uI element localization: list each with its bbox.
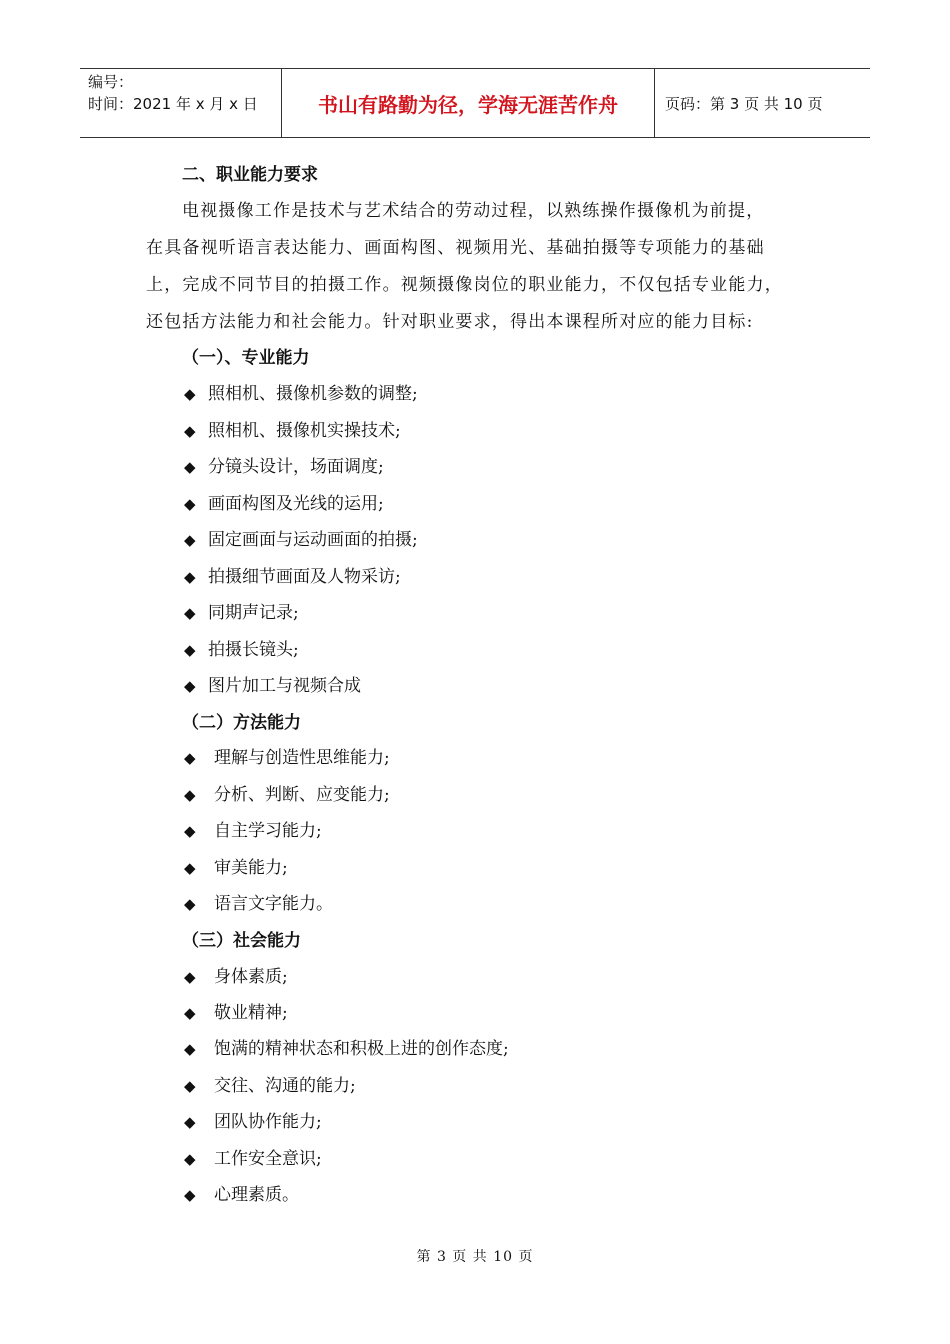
intro-line: 在具备视听语言表达能力、画面构图、视频用光、基础拍摄等专项能力的基础: [146, 238, 765, 258]
bullet-diamond-icon: ◆: [184, 495, 196, 513]
list-item: [184, 962, 288, 987]
list-item-text: 画面构图及光线的运用;: [208, 494, 384, 514]
list-item-text: 分镜头设计，场面调度;: [208, 457, 384, 477]
intro-line: 还包括方法能力和社会能力。针对职业要求，得出本课程所对应的能力目标:: [146, 312, 754, 332]
bullet-diamond-icon: ◆: [184, 822, 196, 840]
bullet-diamond-icon: ◆: [184, 458, 196, 476]
list-item-text: 照相机、摄像机实操技术;: [208, 421, 401, 441]
list-item: [184, 853, 288, 878]
bullet-diamond-icon: ◆: [184, 1077, 196, 1095]
page-header: [80, 68, 870, 138]
list-item: [184, 635, 299, 660]
page-footer: 第 3 页 共 10 页: [416, 1249, 534, 1265]
list-item-text: 语言文字能力。: [214, 894, 333, 914]
bullet-diamond-icon: ◆: [184, 604, 196, 622]
bullet-diamond-icon: ◆: [184, 859, 196, 877]
list-item: [184, 416, 401, 441]
list-item-text: 饱满的精神状态和积极上进的创作态度;: [214, 1039, 509, 1059]
list-item-text: 敬业精神;: [214, 1003, 288, 1023]
group-title-social: （三）社会能力: [182, 931, 301, 951]
bullet-diamond-icon: ◆: [184, 1040, 196, 1058]
list-item: [184, 780, 390, 805]
bullet-diamond-icon: ◆: [184, 531, 196, 549]
document-number-label: 编号：: [88, 73, 134, 91]
header-motto: 书山有路勤为径，学海无涯苦作舟: [281, 69, 655, 137]
bullet-diamond-icon: ◆: [184, 968, 196, 986]
bullet-diamond-icon: ◆: [184, 1113, 196, 1131]
group-title-professional: （一）、专业能力: [182, 348, 310, 368]
list-item: [184, 452, 384, 477]
list-item: [184, 1180, 299, 1205]
list-item-text: 拍摄细节画面及人物采访;: [208, 567, 401, 587]
intro-line: 电视摄像工作是技术与艺术结合的劳动过程，以熟练操作摄像机为前提，: [182, 201, 765, 221]
list-item-text: 审美能力;: [214, 858, 288, 878]
bullet-diamond-icon: ◆: [184, 568, 196, 586]
list-item-text: 理解与创造性思维能力;: [214, 748, 390, 768]
list-item-text: 心理素质。: [214, 1185, 299, 1205]
list-item: [184, 889, 333, 914]
list-item-text: 同期声记录;: [208, 603, 299, 623]
list-item-text: 团队协作能力;: [214, 1112, 322, 1132]
bullet-diamond-icon: ◆: [184, 677, 196, 695]
intro-line: 上，完成不同节目的拍摄工作。视频摄像岗位的职业能力，不仅包括专业能力，: [146, 275, 783, 295]
list-item: [184, 671, 361, 696]
list-item: [184, 1034, 509, 1059]
list-item-text: 交往、沟通的能力;: [214, 1076, 356, 1096]
bullet-diamond-icon: ◆: [184, 1186, 196, 1204]
list-item: [184, 598, 299, 623]
list-item-text: 工作安全意识;: [214, 1149, 322, 1169]
bullet-diamond-icon: ◆: [184, 1004, 196, 1022]
list-item: [184, 562, 401, 587]
list-item: [184, 743, 390, 768]
bullet-diamond-icon: ◆: [184, 786, 196, 804]
bullet-diamond-icon: ◆: [184, 422, 196, 440]
list-item: [184, 525, 418, 550]
header-meta: [80, 69, 281, 137]
group-title-method: （二）方法能力: [182, 713, 301, 733]
list-item-text: 分析、判断、应变能力;: [214, 785, 390, 805]
list-item: [184, 1107, 322, 1132]
list-item-text: 拍摄长镜头;: [208, 640, 299, 660]
section-title: 二、职业能力要求: [182, 165, 318, 185]
list-item: [184, 489, 384, 514]
list-item-text: 图片加工与视频合成: [208, 676, 361, 696]
bullet-diamond-icon: ◆: [184, 895, 196, 913]
list-item: [184, 1071, 356, 1096]
document-date-label: 时间：2021 年 x 月 x 日: [88, 95, 258, 113]
list-item: [184, 998, 288, 1023]
list-item-text: 身体素质;: [214, 967, 288, 987]
list-item-text: 照相机、摄像机参数的调整;: [208, 384, 418, 404]
bullet-diamond-icon: ◆: [184, 641, 196, 659]
header-page-number: 页码：第 3 页 共 10 页: [665, 94, 823, 113]
list-item: [184, 379, 418, 404]
list-item-text: 固定画面与运动画面的拍摄;: [208, 530, 418, 550]
list-item: [184, 1144, 322, 1169]
bullet-diamond-icon: ◆: [184, 1150, 196, 1168]
list-item-text: 自主学习能力;: [214, 821, 322, 841]
bullet-diamond-icon: ◆: [184, 749, 196, 767]
list-item: [184, 816, 322, 841]
bullet-diamond-icon: ◆: [184, 385, 196, 403]
